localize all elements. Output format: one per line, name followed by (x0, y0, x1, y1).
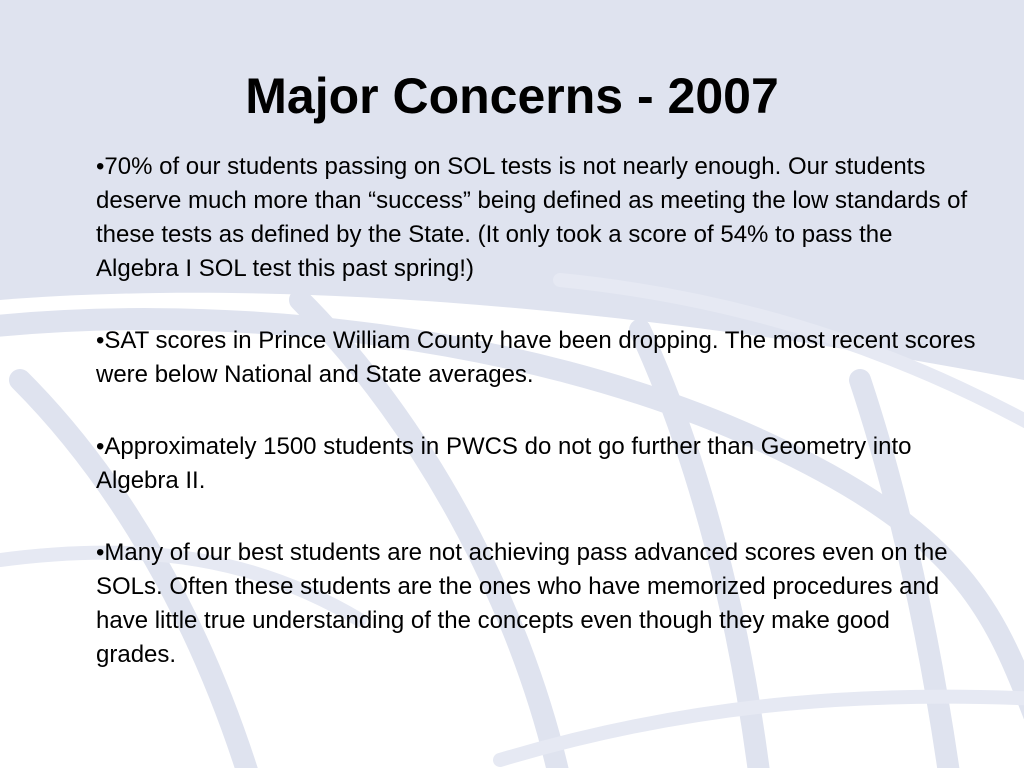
bullet-mark: • (96, 433, 105, 460)
bullet-text: Many of our best students are not achieving pass advanced scores even on the SOLs. Often these students are the ones who have memorized procedures and have little true understanding of the concepts even though they make good grades. (96, 539, 948, 668)
bullet-text: 70% of our students passing on SOL tests is not nearly enough. Our students deserve much more than “success” being defined as meeting the low standards of these tests as defined by the State. (It only took a score of 54% to pass the Algebra I SOL test this past spring!) (96, 153, 968, 282)
bullet-item (96, 430, 976, 498)
slide-title: Major Concerns - 2007 (245, 68, 779, 124)
bullet-list (96, 150, 976, 710)
bullet-text: SAT scores in Prince William County have been dropping. The most recent scores were below National and State averages. (96, 327, 976, 388)
bullet-item (96, 150, 976, 286)
bullet-mark: • (96, 539, 105, 566)
bullet-item (96, 536, 976, 672)
bullet-mark: • (96, 327, 105, 354)
bullet-item (96, 324, 976, 392)
bullet-mark: • (96, 153, 105, 180)
bullet-text: Approximately 1500 students in PWCS do not go further than Geometry into Algebra II. (96, 433, 912, 494)
